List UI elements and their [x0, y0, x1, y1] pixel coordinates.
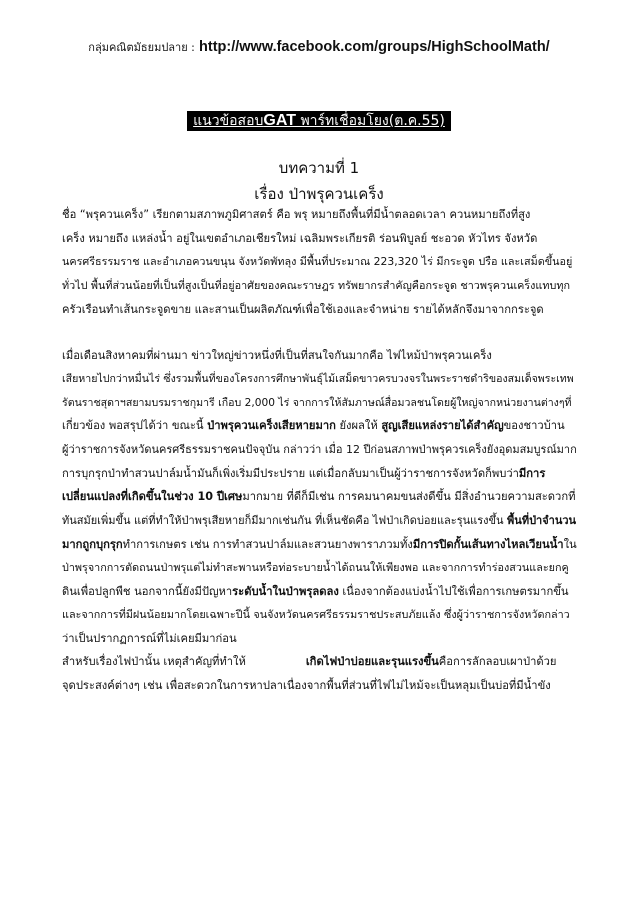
- text-line: ชื่อ “พรุควนเคร็ง” เรียกตามสภาพภูมิศาสตร์ คือ พรุ หมายถึงพื้นที่มีน้ำตลอดเวลา ควนหมายถึงที่สูง: [62, 208, 531, 221]
- text-line: ป่าพรุจากการตัดถนนป่าพรุแต่ไม่ทำสะพานหรือท่อระบายน้ำได้ถนนให้เพียงพอ และจากการทำร่องสวนและยกคู: [62, 561, 569, 574]
- text-line: จุดประสงค์ต่างๆ เช่น เพื่อสะดวกในการหาปลาเนื่องจากพื้นที่ส่วนที่ไฟไม่ไหม้จะเป็นหลุมเป็นบ่อที่มีน้ำขัง: [62, 679, 551, 692]
- text-line: ผู้ว่าราชการจังหวัดนครศรีธรรมราชคนปัจจุบัน กล่าวว่า เมื่อ 12 ปีก่อนสภาพป่าพรุควรเคร็งยังอุดมสมบูรณ์มาก: [62, 443, 577, 456]
- text-line: ว่าเป็นปรากฏการณ์ที่ไม่เคยมีมาก่อน: [62, 632, 237, 645]
- text-line: เมื่อเดือนสิงหาคมที่ผ่านมา ข่าวใหญ่ข่าวหนึ่งที่เป็นที่สนใจกันมากคือ ไฟไหม้ป่าพรุควนเคร็ง: [62, 349, 492, 362]
- text-line: และจากการที่มีฝนน้อยมากโดยเฉพาะปีนี้ จนจังหวัดนครศรีธรรมราชประสบภัยแล้ง ซึ่งผู้ว่าราชการจังหวัดกล่าว: [62, 608, 570, 621]
- article-number: บทความที่ 1: [278, 159, 360, 177]
- text-line: เสียหายไปกว่าหมื่นไร่ ซึ่งรวมพื้นที่ของโครงการศึกษาพันธุ์ไม้เสม็ดขาวครบวงจรในพระราชดำริของสมเด็จพระเทพ: [62, 373, 574, 385]
- text-line: ทันสมัยเพิ่มขึ้น แต่ที่ทำให้ป่าพรุเสียหายก็มีมากเช่นกัน ที่เห็นชัดคือ ไฟป่าเกิดบ่อยและรุนแรงขึ้น พื้นที่ป่าจำนวน: [62, 514, 577, 527]
- text-line: ครัวเรือนทำเส้นกระจูดขาย และสานเป็นผลิตภัณฑ์เพื่อใช้เองและจำหน่าย รายได้หลักจึงมาจากกระจูด: [62, 303, 544, 316]
- text-line: เปลี่ยนแปลงที่เกิดขึ้นในช่วง 10 ปีเศษมากมาย ที่ดีก็มีเช่น การคมนาคมขนส่งดีขึ้น มีสิ่งอำนวยความสะดวกที่: [62, 490, 576, 503]
- text-line: นครศรีธรรมราช และอำเภอควนขนุน จังหวัดพัทลุง มีพื้นที่ประมาณ 223,320 ไร่ มีกระจูด ปรือ และเสม็ดขึ้นอยู่: [62, 255, 573, 268]
- text-line: สำหรับเรื่องไฟป่านั้น เหตุสำคัญที่ทำให้ เกิดไฟป่าบ่อยและรุนแรงขึ้นคือการลักลอบเผาป่าด้วย: [62, 655, 557, 668]
- text-line: การบุกรุกป่าทำสวนปาล์มน้ำมันก็เพิ่งเริ่มมีประปราย แต่เมื่อกลับมาเป็นผู้ว่าราชการจังหวัดก็พบว่ามีการ: [62, 467, 546, 480]
- article-title: เรื่อง ป่าพรุควนเคร็ง: [254, 185, 384, 203]
- text-line: ดินเพื่อปลูกพืช นอกจากนี้ยังมีปัญหาระดับน้ำในป่าพรุลดลง เนื่องจากต้องแบ่งน้ำไปใช้เพื่อการเกษตรมากขึ้น: [62, 585, 569, 598]
- text-line: เคร็ง หมายถึง แหล่งน้ำ อยู่ในเขตอำเภอเชียรใหม่ เฉลิมพระเกียรติ ร่อนพิบูลย์ ชะอวด หัวไทร จังหวัด: [62, 232, 538, 245]
- text-line: มากถูกบุกรุกทำการเกษตร เช่น การทำสวนปาล์มและสวนยางพาราภวมทั้งมีการปิดกั้นเส้นทางไหลเวียนน้ำใน: [62, 538, 577, 551]
- text-line: รัตนราชสุดาฯสยามบรมราชกุมารี เกือบ 2,000 ไร่ จากการให้สัมภาษณ์สื่อมวลชนโดยผู้ใหญ่จากหน่วยงานต่างๆที่: [62, 397, 572, 409]
- text-line: เกี่ยวข้อง พอสรุปได้ว่า ขณะนี้ ป่าพรุควนเคร็งเสียหายมาก ยังผลให้ สูญเสียแหล่งรายได้สำคัญของชาวบ้าน: [62, 419, 565, 432]
- page-header: [0, 38, 638, 57]
- exam-banner-label: แนวข้อสอบGAT พาร์ทเชื่อมโยง(ต.ค.55): [187, 111, 451, 131]
- text-line: ทั่วไป พื้นที่ส่วนน้อยที่เป็นที่สูงเป็นที่อยู่อาศัยของคณะราษฎร ทรัพยากรสำคัญคือกระจูด ชาวพรุควนเคร็งแทบทุก: [62, 279, 571, 292]
- exam-banner: [0, 110, 638, 131]
- group-url-link[interactable]: http://www.facebook.com/groups/HighSchoolMath/: [199, 39, 550, 55]
- group-name: กลุ่มคณิตมัธยมปลาย :: [88, 41, 195, 54]
